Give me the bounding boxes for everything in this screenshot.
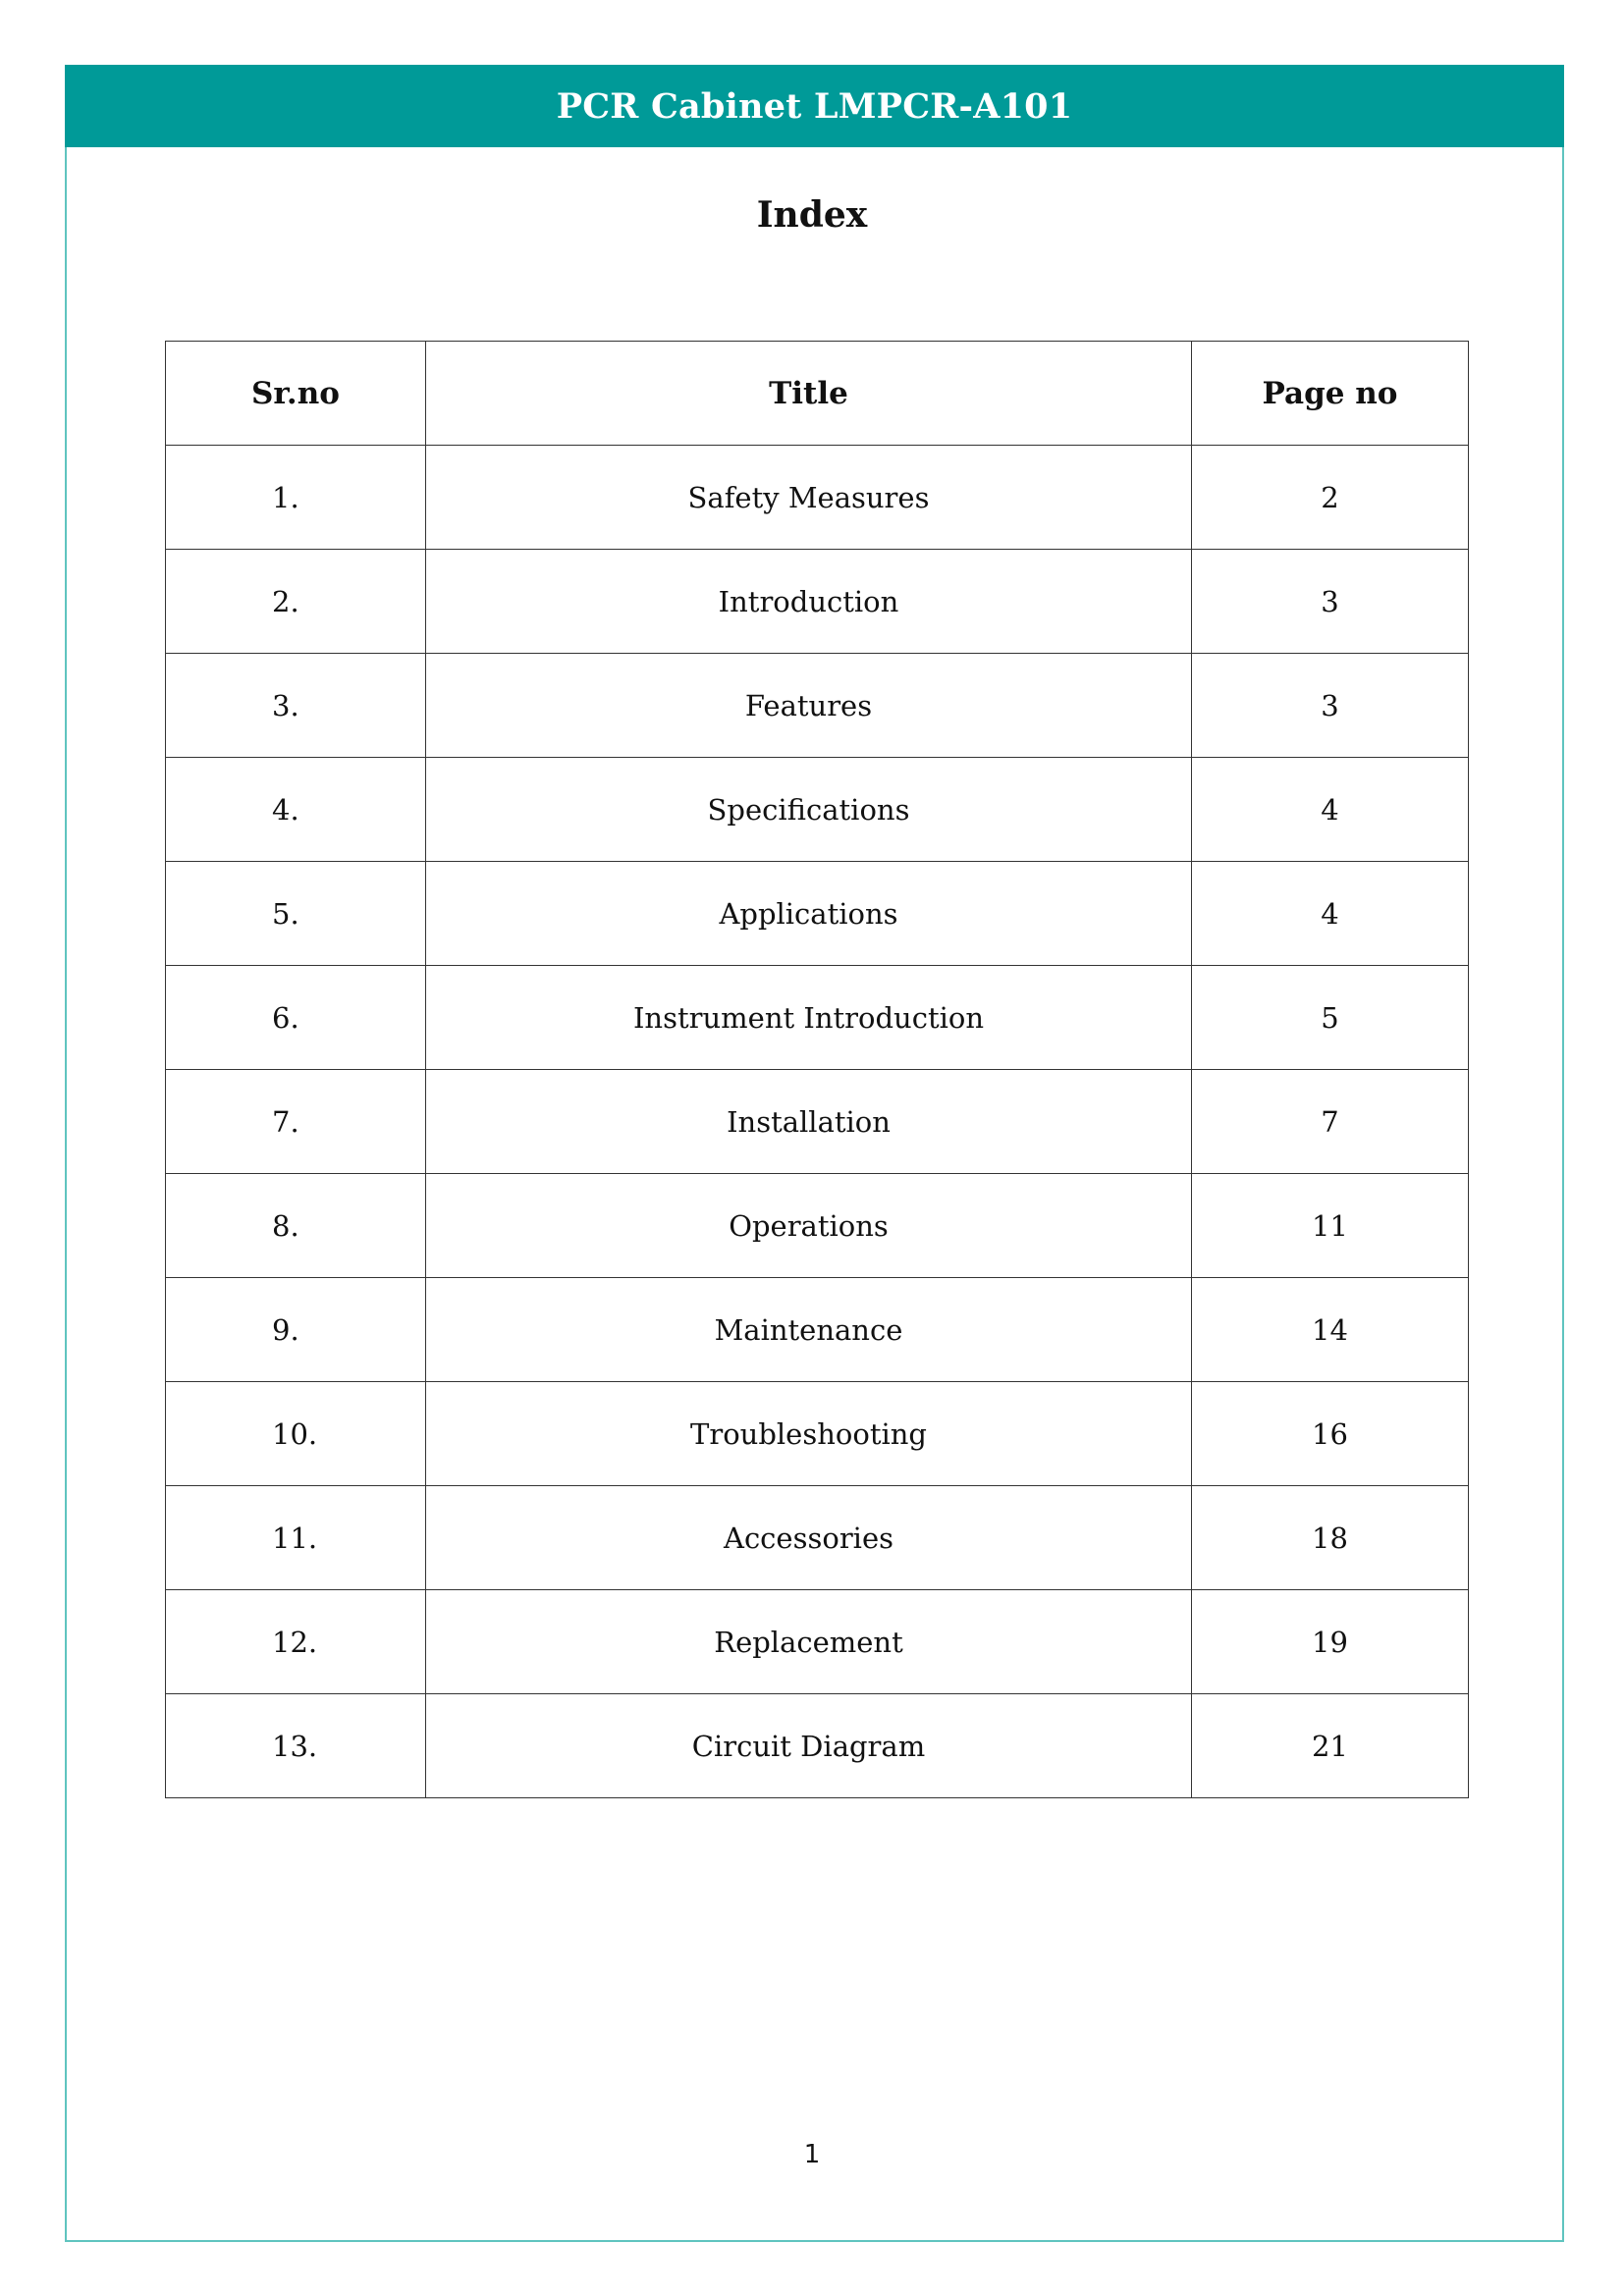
row-srno: 7. — [166, 1070, 426, 1174]
row-page-no: 5 — [1192, 966, 1469, 1070]
row-srno: 8. — [166, 1174, 426, 1278]
row-srno: 12. — [166, 1590, 426, 1694]
table-row — [166, 1382, 1469, 1486]
column-header-title: Title — [426, 342, 1192, 446]
row-title: Introduction — [426, 550, 1192, 654]
row-srno: 3. — [166, 654, 426, 758]
row-page-no: 14 — [1192, 1278, 1469, 1382]
row-title: Accessories — [426, 1486, 1192, 1590]
row-title: Operations — [426, 1174, 1192, 1278]
table-row — [166, 654, 1469, 758]
row-page-no: 4 — [1192, 862, 1469, 966]
row-page-no: 11 — [1192, 1174, 1469, 1278]
row-title: Maintenance — [426, 1278, 1192, 1382]
document-title: PCR Cabinet LMPCR-A101 — [556, 85, 1073, 127]
table-row — [166, 550, 1469, 654]
row-page-no: 3 — [1192, 654, 1469, 758]
row-srno: 9. — [166, 1278, 426, 1382]
row-title: Specifications — [426, 758, 1192, 862]
row-page-no: 19 — [1192, 1590, 1469, 1694]
table-row — [166, 1174, 1469, 1278]
row-page-no: 7 — [1192, 1070, 1469, 1174]
row-title: Troubleshooting — [426, 1382, 1192, 1486]
row-title: Instrument Introduction — [426, 966, 1192, 1070]
table-row — [166, 1486, 1469, 1590]
row-srno: 4. — [166, 758, 426, 862]
table-header-row — [166, 342, 1469, 446]
row-title: Safety Measures — [426, 446, 1192, 550]
row-page-no: 4 — [1192, 758, 1469, 862]
row-srno: 11. — [166, 1486, 426, 1590]
row-title: Features — [426, 654, 1192, 758]
row-title: Circuit Diagram — [426, 1694, 1192, 1798]
row-srno: 13. — [166, 1694, 426, 1798]
row-page-no: 18 — [1192, 1486, 1469, 1590]
table-row — [166, 1590, 1469, 1694]
row-page-no: 3 — [1192, 550, 1469, 654]
row-srno: 2. — [166, 550, 426, 654]
row-srno: 6. — [166, 966, 426, 1070]
column-header-srno: Sr.no — [166, 342, 426, 446]
row-title: Applications — [426, 862, 1192, 966]
row-srno: 5. — [166, 862, 426, 966]
row-title: Replacement — [426, 1590, 1192, 1694]
index-heading: Index — [756, 194, 868, 236]
row-srno: 10. — [166, 1382, 426, 1486]
row-srno: 1. — [166, 446, 426, 550]
table-row — [166, 446, 1469, 550]
table-row — [166, 1070, 1469, 1174]
index-table — [165, 341, 1469, 1798]
column-header-page-no: Page no — [1192, 342, 1469, 446]
table-row — [166, 862, 1469, 966]
table-row — [166, 1278, 1469, 1382]
table-row — [166, 966, 1469, 1070]
row-page-no: 2 — [1192, 446, 1469, 550]
row-title: Installation — [426, 1070, 1192, 1174]
header-bar — [65, 65, 1564, 147]
row-page-no: 16 — [1192, 1382, 1469, 1486]
table-row — [166, 1694, 1469, 1798]
page-number: 1 — [803, 2140, 821, 2169]
table-row — [166, 758, 1469, 862]
row-page-no: 21 — [1192, 1694, 1469, 1798]
